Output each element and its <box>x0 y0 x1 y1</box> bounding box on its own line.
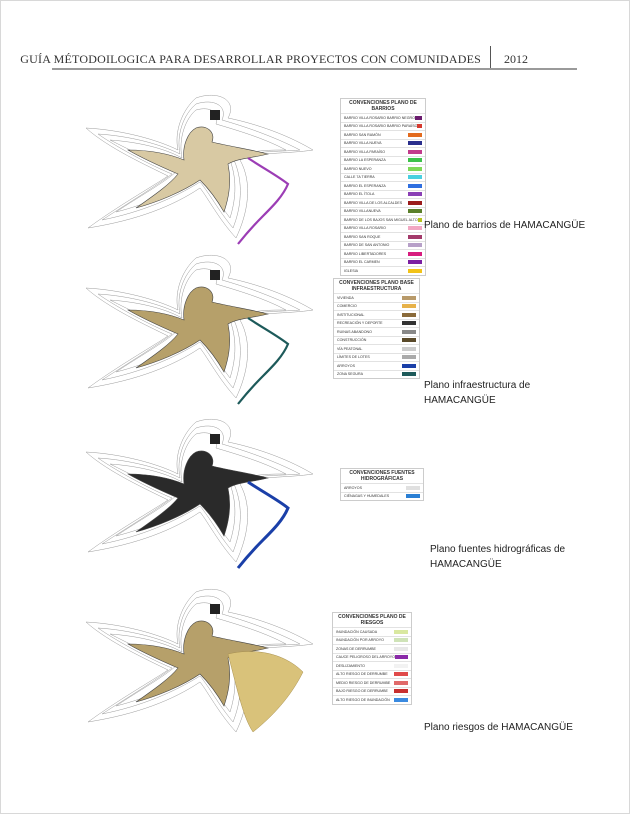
legend-swatch <box>408 201 422 205</box>
legend-row <box>341 224 425 233</box>
legend-label: RUINAS ABANDONO <box>337 329 372 334</box>
legend-row <box>333 661 411 670</box>
legend-row <box>341 139 425 148</box>
legend-swatch <box>402 313 416 317</box>
legend-row <box>341 190 425 199</box>
legend-swatch <box>394 664 408 668</box>
legend-swatch <box>394 638 408 642</box>
legend-label: BARRIO VILLA PARAÍSO <box>344 149 386 154</box>
legend-swatch <box>394 647 408 651</box>
legend-swatch <box>402 321 416 325</box>
legend-label: LÍMITES DE LOTES <box>337 355 370 360</box>
legend-swatch <box>394 672 408 676</box>
legend-row <box>334 353 419 362</box>
legend-label: RECREACIÓN Y DEPORTE <box>337 321 383 326</box>
legend-label: IGLESIA <box>344 268 358 273</box>
legend-row <box>341 164 425 173</box>
legend-swatch <box>408 167 422 171</box>
legend-label: CONSTRUCCIÓN <box>337 338 367 343</box>
legend-row <box>341 181 425 190</box>
legend-row <box>333 627 411 636</box>
legend-title: CONVENCIONES PLANO DE BARRIOS <box>349 100 417 112</box>
legend-row <box>341 232 425 241</box>
legend-row <box>334 310 419 319</box>
legend-swatch <box>408 150 422 154</box>
legend-row <box>341 156 425 165</box>
legend-swatch <box>395 655 408 659</box>
legend-swatch <box>408 209 422 213</box>
legend-swatch <box>402 338 416 342</box>
legend-row <box>341 113 425 122</box>
legend-row <box>333 695 411 704</box>
legend-label: BAJO RIESGO DE DERRUMBE <box>336 689 388 694</box>
legend-row <box>341 198 425 207</box>
legend-label: ARROYOS <box>337 363 355 368</box>
town-map-3 <box>78 412 318 570</box>
water-feature <box>238 158 288 244</box>
legend-label: BARRIO LA ESPERANZA <box>344 158 386 163</box>
plaza-block <box>210 604 220 614</box>
legend-row <box>341 215 425 224</box>
legend-label: BARRIO EL ÍTOLA <box>344 192 375 197</box>
map-panel-1 <box>78 88 586 273</box>
built-area <box>128 127 268 212</box>
legend-label: MEDIO RIESGO DE DERRUMBE <box>336 680 391 685</box>
legend-label: BARRIO VILLANUEVA <box>344 209 381 214</box>
legend-label: BARRIO SAN ROQUE <box>344 234 381 239</box>
header-year: 2012 <box>504 52 528 66</box>
water-feature <box>228 651 303 732</box>
water-feature <box>238 482 288 568</box>
legend-label: VIVIENDA <box>337 295 354 300</box>
legend-row <box>334 319 419 328</box>
legend-swatch <box>394 689 408 693</box>
map-caption: Plano riesgos de HAMACANGÜE <box>424 722 573 733</box>
legend-label: BARRIO EL ESPERANZA <box>344 183 386 188</box>
legend-swatch <box>394 698 408 702</box>
legend-swatch <box>408 235 422 239</box>
legend-label: BARRIO VILLA ROSARIO <box>344 226 386 231</box>
legend-swatch <box>402 347 416 351</box>
legend-swatch <box>415 116 422 120</box>
legend-swatch <box>408 133 422 137</box>
legend-swatch <box>418 218 422 222</box>
legend-row <box>333 687 411 696</box>
map-panel-2 <box>78 248 531 406</box>
legend-label: BARRIO DE LOS BAJOS SAN MIGUEL ALTO <box>344 217 418 222</box>
legend-swatch <box>394 681 408 685</box>
legend-row <box>333 670 411 679</box>
legend-box <box>340 468 424 501</box>
legend-swatch <box>394 630 408 634</box>
legend-swatch <box>408 184 422 188</box>
legend-swatch <box>406 494 420 498</box>
legend-swatch <box>417 124 422 128</box>
header-rule <box>52 68 577 70</box>
map-caption: Plano fuentes hidrográficas de HAMACANGÜE <box>430 544 566 570</box>
legend-row <box>341 207 425 216</box>
legend-row <box>334 361 419 370</box>
legend-row <box>334 302 419 311</box>
legend-swatch <box>402 304 416 308</box>
legend-swatch <box>402 372 416 376</box>
header-separator <box>490 46 491 68</box>
legend-box <box>333 278 420 379</box>
legend-row <box>334 327 419 336</box>
legend-row <box>334 293 419 302</box>
legend-label: ZONA SEGURA <box>337 372 363 377</box>
header-title: GUÍA MÉTODOILOGICA PARA DESARROLLAR PROYECTOS CON COMUNIDADES <box>20 52 481 66</box>
legend-label: ALTO RIESGO DE DERRUMBE <box>336 672 388 677</box>
legend-swatch <box>406 486 420 490</box>
legend-swatch <box>408 158 422 162</box>
legend-label: INUNDACIÓN CAUSADA <box>336 629 378 634</box>
town-map-2 <box>78 248 318 406</box>
legend-label: BARRIO EL CARMEN <box>344 260 380 265</box>
legend-row <box>341 122 425 131</box>
legend-label: BARRIO SAN RAMÓN <box>344 132 381 137</box>
legend-label: COMERCIO <box>337 304 357 309</box>
legend-swatch <box>408 226 422 230</box>
legend-label: ARROYOS <box>344 485 362 490</box>
legend-label: BARRIO VILLA NUEVA <box>344 141 382 146</box>
legend-label: INSTITUCIONAL <box>337 312 365 317</box>
legend-title: CONVENCIONES PLANO DE RIESGOS <box>338 614 406 626</box>
plaza-block <box>210 110 220 120</box>
legend-title: CONVENCIONES PLANO BASE INFRAESTRUCTURA <box>339 280 414 292</box>
legend-swatch <box>408 192 422 196</box>
legend-row <box>333 653 411 662</box>
legend-row <box>334 336 419 345</box>
legend-label: BARRIO NUEVO <box>344 166 372 171</box>
legend-row <box>333 678 411 687</box>
page-header <box>20 46 577 68</box>
legend-row <box>341 173 425 182</box>
legend-row <box>341 130 425 139</box>
legend-label: BARRIO VILLA ROSARIO BARRIO PARAÍSO <box>344 124 418 129</box>
legend-swatch <box>408 141 422 145</box>
legend-label: DESLIZAMIENTO <box>336 663 365 668</box>
legend-row <box>341 492 423 501</box>
map-panel-4 <box>78 582 573 740</box>
map-caption: Plano infraestructura de HAMACANGÜE <box>424 380 531 406</box>
legend-label: CAUCE PELIGROSO DEL ARROYO <box>336 655 395 660</box>
built-area <box>128 451 268 536</box>
plaza-block <box>210 434 220 444</box>
water-feature <box>238 318 288 404</box>
legend-label: CIÉNAGAS Y HUMEDALES <box>344 494 390 499</box>
plaza-block <box>210 270 220 280</box>
legend-swatch <box>402 330 416 334</box>
legend-row <box>333 644 411 653</box>
built-area <box>128 287 268 372</box>
legend-swatch <box>402 296 416 300</box>
legend-label: VÍA PEATONAL <box>337 346 363 351</box>
legend-label: BARRIO VILLA ROSARIO BARRIO NEGRO <box>344 115 415 120</box>
legend-label: BARRIO VILLA DE LOS ALCALDES <box>344 200 403 205</box>
legend-label: CALLE 7A TIERRA <box>344 175 375 180</box>
legend-box <box>332 612 412 705</box>
legend-row <box>341 483 423 492</box>
legend-label: INUNDACIÓN POR ARROYO <box>336 638 384 643</box>
legend-title: CONVENCIONES FUENTES HIDROGRÁFICAS <box>349 470 415 482</box>
map-panel-3 <box>78 412 566 570</box>
legend-swatch <box>402 355 416 359</box>
map-caption: Plano de barrios de HAMACANGÜE <box>424 220 586 231</box>
legend-label: BARRIO DE SAN ANTONIO <box>344 243 390 248</box>
legend-row <box>333 636 411 645</box>
town-map-4 <box>78 582 318 740</box>
legend-row <box>334 344 419 353</box>
legend-swatch <box>408 243 422 247</box>
legend-label: ZONAS DE DERRUMBE <box>336 646 376 651</box>
legend-swatch <box>408 175 422 179</box>
legend-label: ALTO RIESGO DE INUNDACIÓN <box>336 697 390 702</box>
legend-swatch <box>402 364 416 368</box>
legend-row <box>334 370 419 379</box>
legend-row <box>341 147 425 156</box>
town-map-1 <box>78 88 318 246</box>
legend-label: BARRIO LIBERTADORES <box>344 251 387 256</box>
